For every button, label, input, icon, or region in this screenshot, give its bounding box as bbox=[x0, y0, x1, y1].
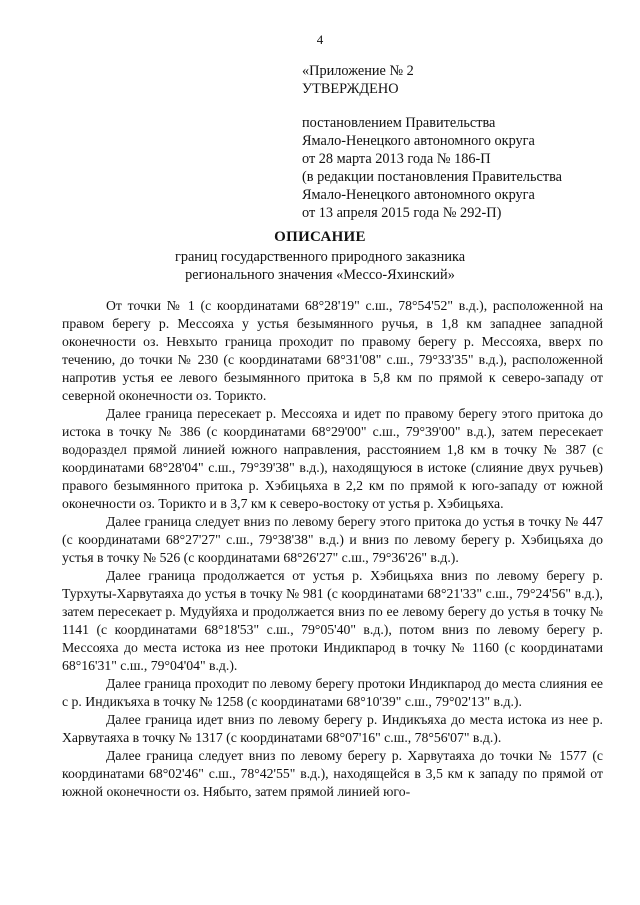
approval-line: Ямало-Ненецкого автономного округа bbox=[302, 133, 535, 149]
boundary-description bbox=[62, 297, 603, 801]
approval-line: от 13 апреля 2015 года № 292-П) bbox=[302, 205, 502, 221]
paragraph: Далее граница проходит по левому берегу протоки Индикпарод до места слияния ее с р. Индикъяха в точку № 1258 (с координатами 68°10'39" с.ш., 79°02'13" в.д.). bbox=[62, 676, 603, 709]
paragraph: Далее граница идет вниз по левому берегу р. Индикъяха до места истока из нее р. Харвутаяха в точку № 1317 (с координатами 68°07'16" с.ш., 78°56'07" в.д.). bbox=[62, 712, 603, 745]
paragraph: Далее граница следует вниз по левому берегу р. Харвутаяха до точки № 1577 (с координатами 68°02'46" с.ш., 78°42'55" в.д.), находящейся в 3,5 км к западу по прямой от южной оконечности оз. Нябыто, затем прямой линией юго- bbox=[62, 748, 603, 799]
appendix-label: «Приложение № 2 bbox=[302, 63, 414, 79]
document-subtitle: границ государственного природного заказника bbox=[174, 249, 466, 265]
approved-label: УТВЕРЖДЕНО bbox=[302, 81, 399, 97]
paragraph: Далее граница следует вниз по левому берегу этого притока до устья в точку № 447 (с координатами 68°27'27" с.ш., 79°38'38" в.д.) и вниз по левому берегу р. Хэбицьяха до устья в точку № 526 (с координатами 68°26'27" с.ш., 79°36'26" в.д.). bbox=[62, 514, 603, 565]
approval-line: от 28 марта 2013 года № 186-П bbox=[302, 151, 491, 167]
paragraph: Далее граница пересекает р. Мессояха и идет по правому берегу этого притока до истока в точку № 386 (с координатами 68°29'00" с.ш., 79°39'00" в.д.), затем пересекает водораздел прямой линией южного направления, расстоянием 1,8 км в точку № 387 (с координатами 68°28'04" с.ш., 79°39'38" в.д.), находящуюся в истоке (слияние двух ручьев) правого безымянного притока р. Хэбицьяха в 2,2 км по прямой к юго-западу от южной оконечности оз. Торикто и в 3,7 км к северо-востоку от устья р. Хэбицьяха. bbox=[62, 406, 603, 511]
approval-line: Ямало-Ненецкого автономного округа bbox=[302, 187, 535, 203]
document-title: ОПИСАНИЕ bbox=[274, 229, 366, 245]
page-number: 4 bbox=[316, 32, 324, 47]
approval-line: (в редакции постановления Правительства bbox=[302, 169, 563, 185]
approval-block bbox=[302, 62, 562, 222]
document-subtitle: регионального значения «Мессо-Яхинский» bbox=[185, 267, 455, 283]
document-heading bbox=[0, 229, 640, 284]
approval-line: постановлением Правительства bbox=[302, 115, 496, 131]
paragraph: От точки № 1 (с координатами 68°28'19" с.ш., 78°54'52" в.д.), расположенной на правом берегу р. Мессояха у устья безымянного ручья, в 1,8 км западнее западной оконечности оз. Невхыто граница проходит по правому берегу р. Мессояха, вверх по течению, до точки № 230 (с координатами 68°31'08" с.ш., 79°33'35" в.д.), расположенной напротив устья ее левого безымянного притока в 5,8 км по прямой к северо-западу от северной оконечности оз. Торикто. bbox=[62, 298, 603, 403]
paragraph: Далее граница продолжается от устья р. Хэбицьяха вниз по левому берегу р. Турхуты-Харвутаяха до устья в точку № 981 (с координатами 68°21'33" с.ш., 79°24'56" в.д.), затем пересекает р. Мудуйяха и продолжается вниз по ее левому берегу до устья в точку № 1141 (с координатами 68°18'53" с.ш., 79°05'40" в.д.), потом вниз по левому берегу р. Мессояха до места истока из нее протоки Индикпарод в точку № 1160 (с координатами 68°16'31" с.ш., 79°04'04" в.д.). bbox=[62, 568, 603, 673]
